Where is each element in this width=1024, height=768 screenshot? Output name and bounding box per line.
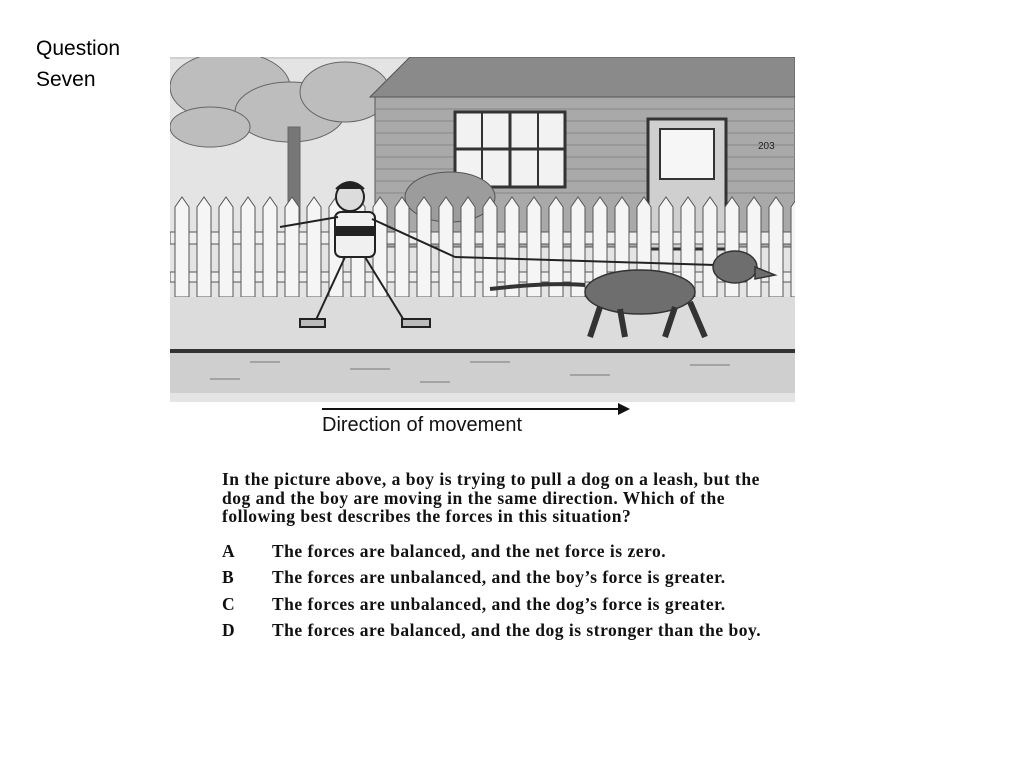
choice-letter: D — [222, 620, 236, 640]
fence-picket — [747, 197, 761, 297]
slide-title — [36, 33, 166, 95]
sidewalk — [170, 353, 795, 393]
fence-picket — [263, 197, 277, 297]
curb-line — [170, 349, 795, 353]
fence-picket — [285, 197, 299, 297]
fence-picket — [439, 197, 453, 297]
question-stem: In the picture above, a boy is trying to pull a dog on a leash, but the dog and the boy are moving in the same direction. Which of the following best describes the forces in this situation? — [222, 469, 760, 526]
fence-picket — [219, 197, 233, 297]
fence-picket — [417, 197, 431, 297]
choice-text: The forces are unbalanced, and the dog’s force is greater. — [272, 593, 726, 614]
illustration-boy-and-dog — [170, 57, 795, 402]
fence-picket — [505, 197, 519, 297]
choice-letter: A — [222, 540, 236, 561]
choice-text: The forces are balanced, and the dog is stronger than the boy. — [272, 620, 762, 640]
choice-text: The forces are balanced, and the net force is zero. — [272, 540, 667, 561]
arrow-right-icon — [618, 403, 630, 415]
fence-picket — [197, 197, 211, 297]
answer-choice-b — [222, 568, 782, 587]
fence-picket — [527, 197, 541, 297]
direction-label: Direction of movement — [322, 414, 523, 436]
fence-picket — [571, 197, 585, 297]
question-block — [222, 470, 782, 648]
answer-choice-c — [222, 595, 782, 614]
fence-picket — [175, 197, 189, 297]
answer-choice-a — [222, 542, 782, 561]
slide-title-line-1: Question — [36, 37, 121, 60]
answer-choice-d — [222, 621, 782, 640]
choice-letter: B — [222, 567, 235, 587]
choice-text: The forces are unbalanced, and the boy’s force is greater. — [272, 567, 726, 587]
fence-picket — [703, 197, 717, 297]
fence-picket — [461, 197, 475, 297]
fence-picket — [769, 197, 783, 297]
fence-picket — [549, 197, 563, 297]
slide-title-line-2: Seven — [36, 68, 96, 91]
fence-picket — [307, 197, 321, 297]
direction-of-movement — [322, 404, 642, 438]
fence-picket — [791, 197, 795, 297]
fence-picket — [241, 197, 255, 297]
house-number: 203 — [758, 141, 775, 152]
fence-picket — [395, 197, 409, 297]
direction-arrow-line — [322, 408, 622, 410]
choice-letter: C — [222, 593, 236, 614]
fence-picket — [483, 197, 497, 297]
